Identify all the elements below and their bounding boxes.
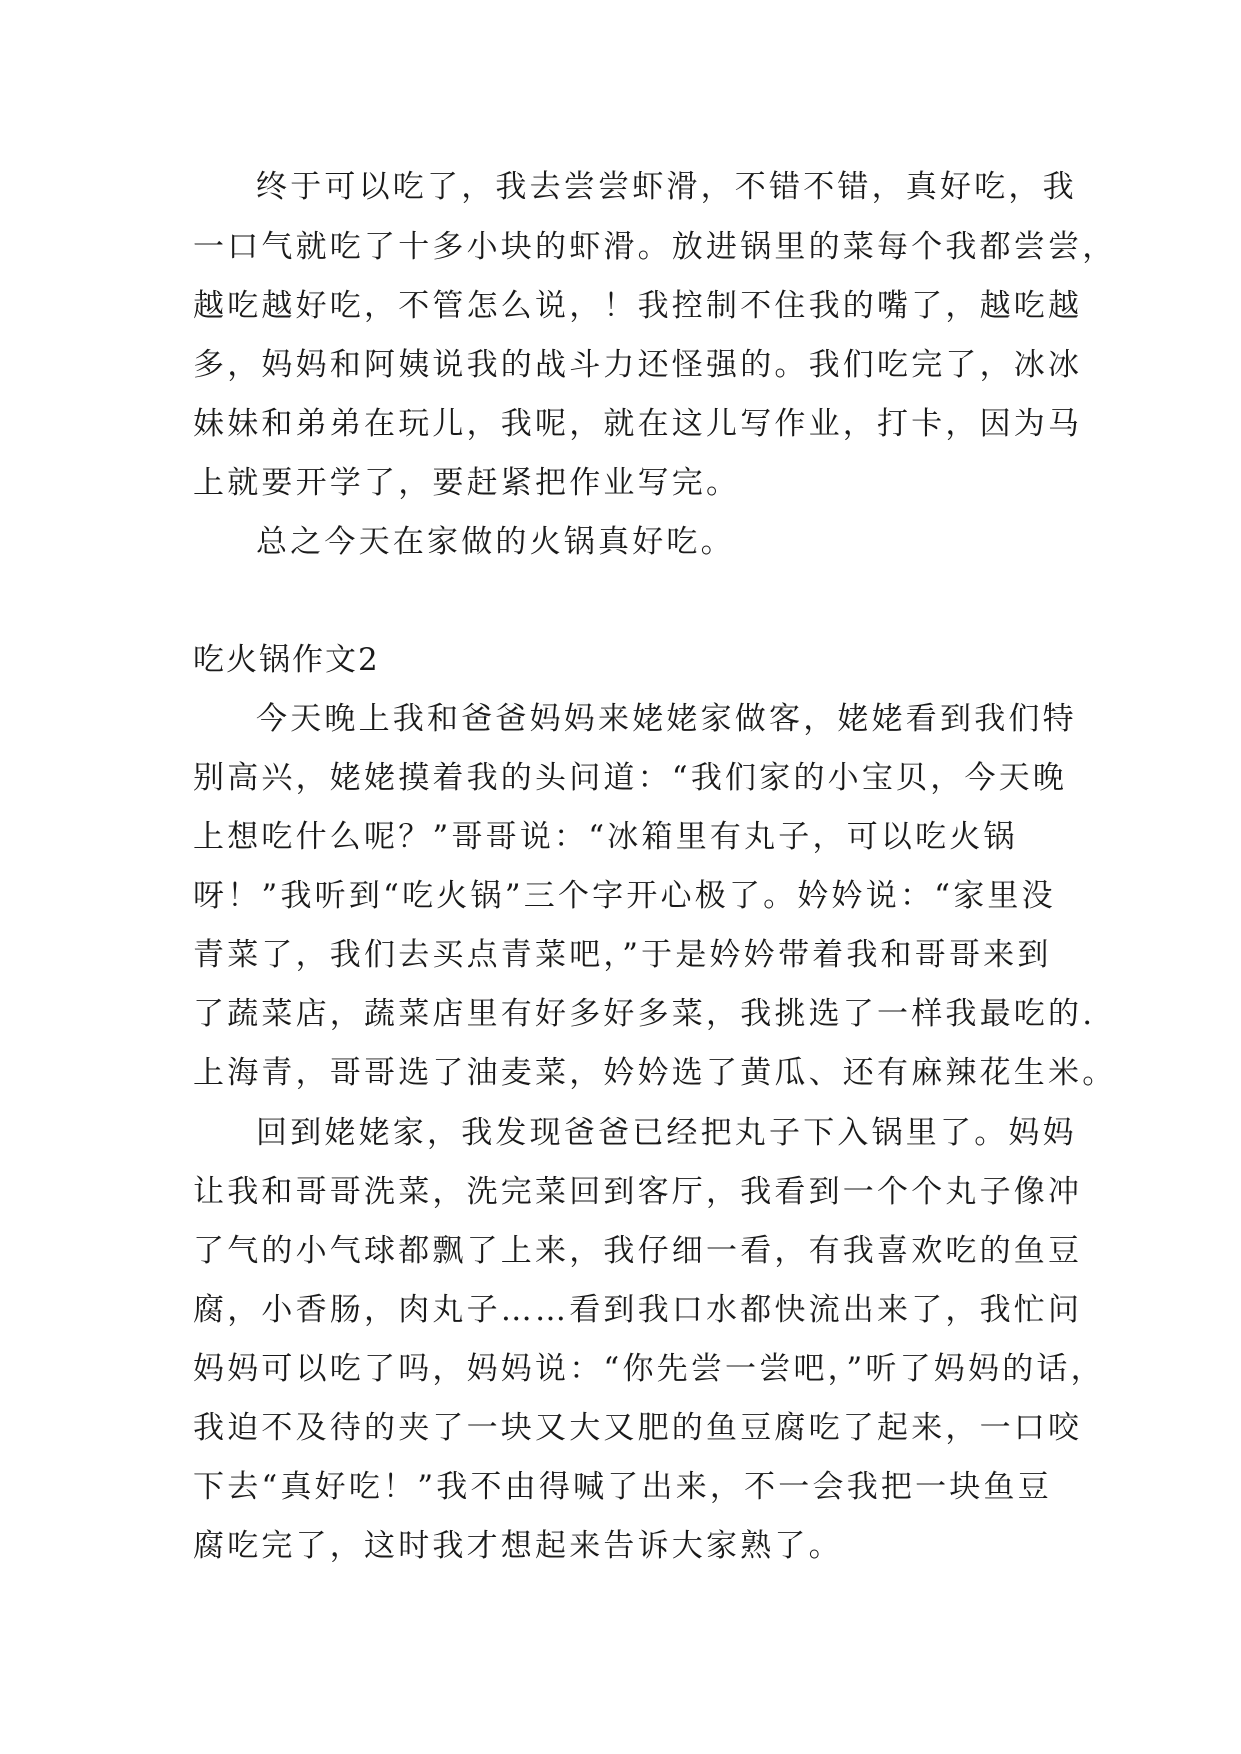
section-heading: 吃火锅作文2 — [193, 642, 380, 678]
paragraph-line: 上想吃什么呢？”哥哥说：“冰箱里有丸子，可以吃火锅 — [193, 819, 1018, 855]
paragraph-line: 妈妈可以吃了吗，妈妈说：“你先尝一尝吧，”听了妈妈的话， — [193, 1351, 1105, 1387]
paragraph-line: 别高兴，姥姥摸着我的头问道：“我们家的小宝贝，今天晚 — [193, 760, 1068, 796]
paragraph-line: 青菜了，我们去买点青菜吧，”于是妗妗带着我和哥哥来到 — [193, 937, 1052, 973]
paragraph-line: 腐吃完了，这时我才想起来告诉大家熟了。 — [193, 1528, 843, 1564]
paragraph-line: 呀！”我听到“吃火锅”三个字开心极了。妗妗说：“家里没 — [193, 878, 1056, 914]
paragraph-line: 回到姥姥家，我发现爸爸已经把丸子下入锅里了。妈妈 — [256, 1115, 1077, 1151]
paragraph-line: 多，妈妈和阿姨说我的战斗力还怪强的。我们吃完了，冰冰 — [193, 347, 1083, 383]
paragraph-line: 腐，小香肠，肉丸子……看到我口水都快流出来了，我忙问 — [193, 1292, 1083, 1328]
paragraph-line: 终于可以吃了，我去尝尝虾滑，不错不错，真好吃，我 — [256, 169, 1077, 205]
paragraph-line: 下去“真好吃！”我不由得喊了出来，不一会我把一块鱼豆 — [193, 1469, 1052, 1505]
paragraph-line: 上海青，哥哥选了油麦菜，妗妗选了黄瓜、还有麻辣花生米。 — [193, 1055, 1117, 1091]
paragraph-line: 妹妹和弟弟在玩儿，我呢，就在这儿写作业，打卡，因为马 — [193, 406, 1083, 442]
paragraph-line: 我迫不及待的夹了一块又大又肥的鱼豆腐吃了起来，一口咬 — [193, 1410, 1083, 1446]
paragraph-line: 一口气就吃了十多小块的虾滑。放进锅里的菜每个我都尝尝， — [193, 229, 1117, 265]
paragraph-line: 总之今天在家做的火锅真好吃。 — [256, 524, 735, 560]
paragraph-line: 了气的小气球都飘了上来，我仔细一看，有我喜欢吃的鱼豆 — [193, 1233, 1083, 1269]
paragraph-line: 上就要开学了，要赶紧把作业写完。 — [193, 465, 741, 501]
paragraph-line: 越吃越好吃，不管怎么说，！我控制不住我的嘴了，越吃越 — [193, 288, 1083, 324]
paragraph-line: 让我和哥哥洗菜，洗完菜回到客厅，我看到一个个丸子像冲 — [193, 1174, 1083, 1210]
paragraph-line: 了蔬菜店，蔬菜店里有好多好多菜，我挑选了一样我最吃的. — [193, 996, 1096, 1032]
paragraph-line: 今天晚上我和爸爸妈妈来姥姥家做客，姥姥看到我们特 — [256, 701, 1077, 737]
